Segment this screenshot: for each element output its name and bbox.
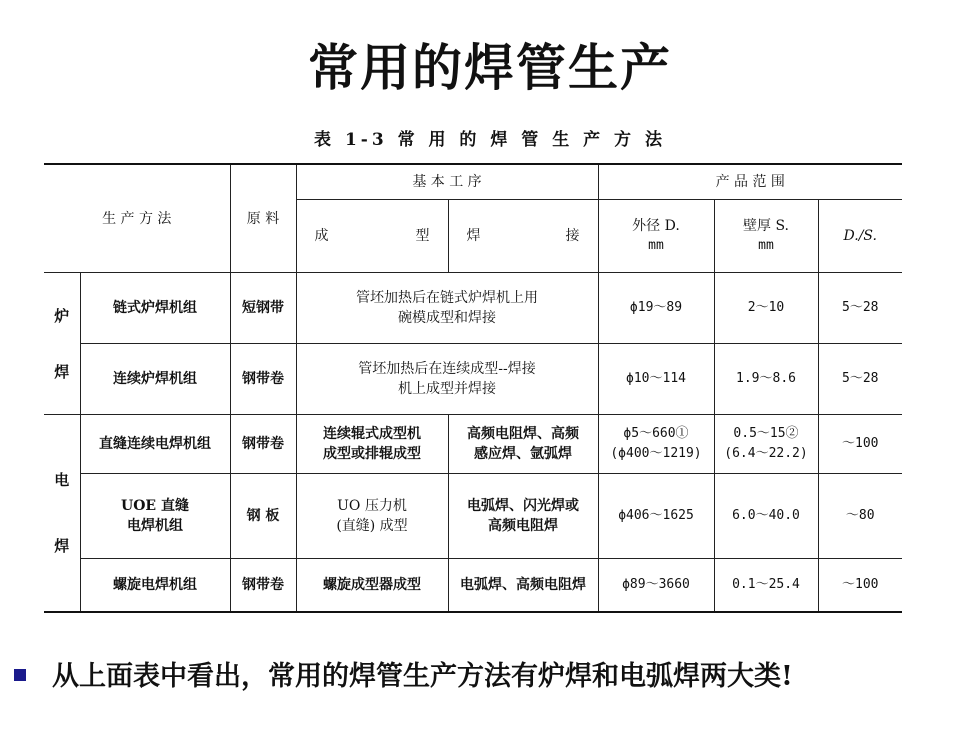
row-ratio: 5～28 [818,344,902,415]
header-forming-label: 成 [314,228,329,244]
row-method: UOE 直缝 电焊机组 [80,474,230,559]
header-product-group: 产 品 范 围 [598,164,902,200]
header-method: 生 产 方 法 [44,164,230,273]
header-ratio: D./S. [818,200,902,273]
group-label-char: 焊 [54,537,70,555]
row-welding: 电弧焊、高频电阻焊 [448,559,598,613]
header-outer-diameter [598,200,714,273]
header-welding [448,200,598,273]
row-material: 钢带卷 [230,559,296,613]
row-wall-thickness: 0.1～25.4 [714,559,818,613]
header-forming-suffix: 型 [415,228,430,244]
row-wall-thickness: 1.9～8.6 [714,344,818,415]
row-material: 钢带卷 [230,415,296,474]
bullet-square-icon [14,669,26,681]
group-label-char: 电 [54,471,70,489]
header-welding-suffix: 接 [565,228,580,244]
table-row [44,273,902,344]
group-label-char: 炉 [54,306,70,325]
row-outer-diameter: ϕ10～114 [598,344,714,415]
row-method: 直缝连续电焊机组 [80,415,230,474]
row-outer-diameter: ϕ19～89 [598,273,714,344]
row-outer-diameter: ϕ406～1625 [598,474,714,559]
row-material: 钢 板 [230,474,296,559]
header-wall-thickness-label: 壁厚 S. [743,218,789,234]
header-material: 原 料 [230,164,296,273]
row-outer-diameter: ϕ89～3660 [598,559,714,613]
row-forming: 连续辊式成型机 成型或排辊成型 [296,415,448,474]
header-welding-label: 焊 [466,228,481,244]
row-material: 短钢带 [230,273,296,344]
group-electric-weld [44,415,80,613]
row-outer-diameter: ϕ5～660① (ϕ400～1219) [598,415,714,474]
group-label [48,467,76,559]
row-ratio: ～100 [818,415,902,474]
row-method: 螺旋电焊机组 [80,559,230,613]
table-row [44,559,902,613]
row-process: 管坯加热后在连续成型--焊接 机上成型并焊接 [296,344,598,415]
row-ratio: ～100 [818,559,902,613]
row-wall-thickness: 2～10 [714,273,818,344]
row-forming: UO 压力机 (直缝) 成型 [296,474,448,559]
row-wall-thickness: 0.5～15② (6.4～22.2) [714,415,818,474]
row-ratio: ～80 [818,474,902,559]
row-method: 链式炉焊机组 [80,273,230,344]
row-welding: 高频电阻焊、高频 感应焊、氩弧焊 [448,415,598,474]
table-row [44,474,902,559]
header-wall-thickness-unit: mm [758,238,774,253]
header-outer-diameter-unit: mm [648,238,664,253]
table-caption: 表 1-3 常 用 的 焊 管 生 产 方 法 [314,130,666,150]
row-ratio: 5～28 [818,273,902,344]
row-process: 管坯加热后在链式炉焊机上用 碗模成型和焊接 [296,273,598,344]
group-furnace-weld [44,273,80,415]
header-process-group: 基 本 工 序 [296,164,598,200]
header-forming [296,200,448,273]
table-row [44,344,902,415]
welded-pipe-methods-table [44,163,902,613]
table-row [44,415,902,474]
group-label [48,303,76,385]
slide-title: 常用的焊管生产 [308,38,672,97]
row-method: 连续炉焊机组 [80,344,230,415]
row-forming: 螺旋成型器成型 [296,559,448,613]
bullet-text: 从上面表中看出，常用的焊管生产方法有炉焊和电弧焊两大类! [52,661,793,692]
row-material: 钢带卷 [230,344,296,415]
group-label-char: 焊 [54,362,70,381]
header-outer-diameter-label: 外径 D. [632,218,680,234]
row-welding: 电弧焊、闪光焊或 高频电阻焊 [448,474,598,559]
row-wall-thickness: 6.0～40.0 [714,474,818,559]
header-wall-thickness [714,200,818,273]
